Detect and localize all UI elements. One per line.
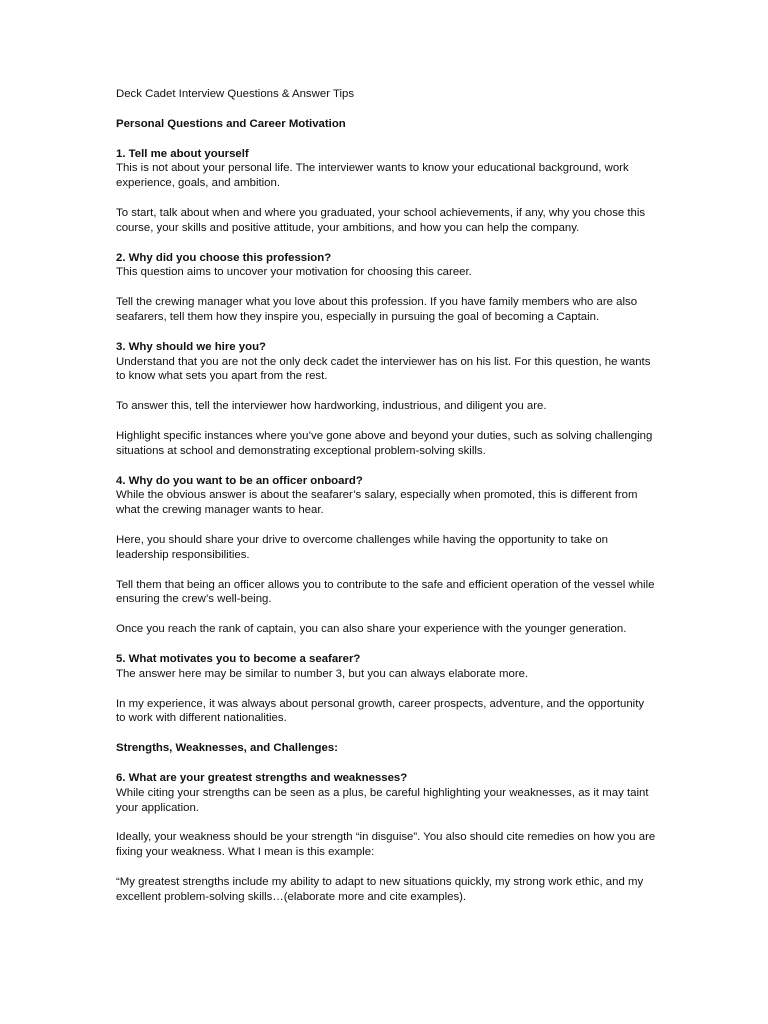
answer-paragraph: Understand that you are not the only deck cadet the interviewer has on his list. For this question, he wants to know what sets you apart from the rest. xyxy=(116,355,651,383)
answer-paragraph: To answer this, tell the interviewer how hardworking, industrious, and diligent you are. xyxy=(116,400,547,413)
section-heading-strengths-weaknesses: Strengths, Weaknesses, and Challenges: xyxy=(116,742,338,755)
question-block-5 xyxy=(116,652,656,726)
question-block-2 xyxy=(116,251,656,325)
answer-paragraph: In my experience, it was always about personal growth, career prospects, adventure, and the opportunity to work with different nationalities. xyxy=(116,697,645,725)
document-title: Deck Cadet Interview Questions & Answer Tips xyxy=(116,88,355,100)
answer-paragraph: While the obvious answer is about the seafarer’s salary, especially when promoted, this is different from what the crewing manager wants to hear. xyxy=(116,489,638,517)
document-body xyxy=(116,87,656,919)
answer-paragraph: Highlight specific instances where you’ve gone above and beyond your duties, such as solving challenging situations at school and demonstrating exceptional problem-solving skills. xyxy=(116,429,653,457)
question-heading: 6. What are your greatest strengths and weaknesses? xyxy=(116,771,408,784)
answer-paragraph: To start, talk about when and where you graduated, your school achievements, if any, why you chose this course, your skills and positive attitude, your ambitions, and how you can help the company. xyxy=(116,206,646,234)
answer-paragraph: While citing your strengths can be seen as a plus, be careful highlighting your weaknesses, as it may taint your application. xyxy=(116,786,649,814)
answer-paragraph: The answer here may be similar to number 3, but you can always elaborate more. xyxy=(116,667,529,680)
question-heading: 1. Tell me about yourself xyxy=(116,147,249,160)
question-block-4 xyxy=(116,474,656,637)
question-block-3 xyxy=(116,340,656,459)
question-block-6 xyxy=(116,771,656,905)
question-block-1 xyxy=(116,147,656,236)
question-heading: 5. What motivates you to become a seafarer? xyxy=(116,652,361,665)
answer-paragraph: “My greatest strengths include my ability to adapt to new situations quickly, my strong work ethic, and my excellent problem-solving skills…(elaborate more and cite examples). xyxy=(116,875,644,903)
question-heading: 4. Why do you want to be an officer onboard? xyxy=(116,474,363,487)
answer-paragraph: This is not about your personal life. The interviewer wants to know your educational background, work experience, goals, and ambition. xyxy=(116,162,629,190)
answer-paragraph: Once you reach the rank of captain, you can also share your experience with the younger generation. xyxy=(116,623,627,636)
answer-paragraph: Here, you should share your drive to overcome challenges while having the opportunity to take on leadership responsibilities. xyxy=(116,533,608,561)
question-heading: 3. Why should we hire you? xyxy=(116,340,266,353)
section-heading-career-motivation: Personal Questions and Career Motivation xyxy=(116,117,346,130)
answer-paragraph: Ideally, your weakness should be your strength “in disguise”. You also should cite remedies on how you are fixing your weakness. What I mean is this example: xyxy=(116,831,656,859)
answer-paragraph: This question aims to uncover your motivation for choosing this career. xyxy=(116,266,472,279)
question-heading: 2. Why did you choose this profession? xyxy=(116,251,332,264)
answer-paragraph: Tell them that being an officer allows you to contribute to the safe and efficient operation of the vessel while ensuring the crew’s well-being. xyxy=(116,578,655,606)
answer-paragraph: Tell the crewing manager what you love about this profession. If you have family members who are also seafarers, tell them how they inspire you, especially in pursuing the goal of becoming a Captain. xyxy=(116,296,638,323)
